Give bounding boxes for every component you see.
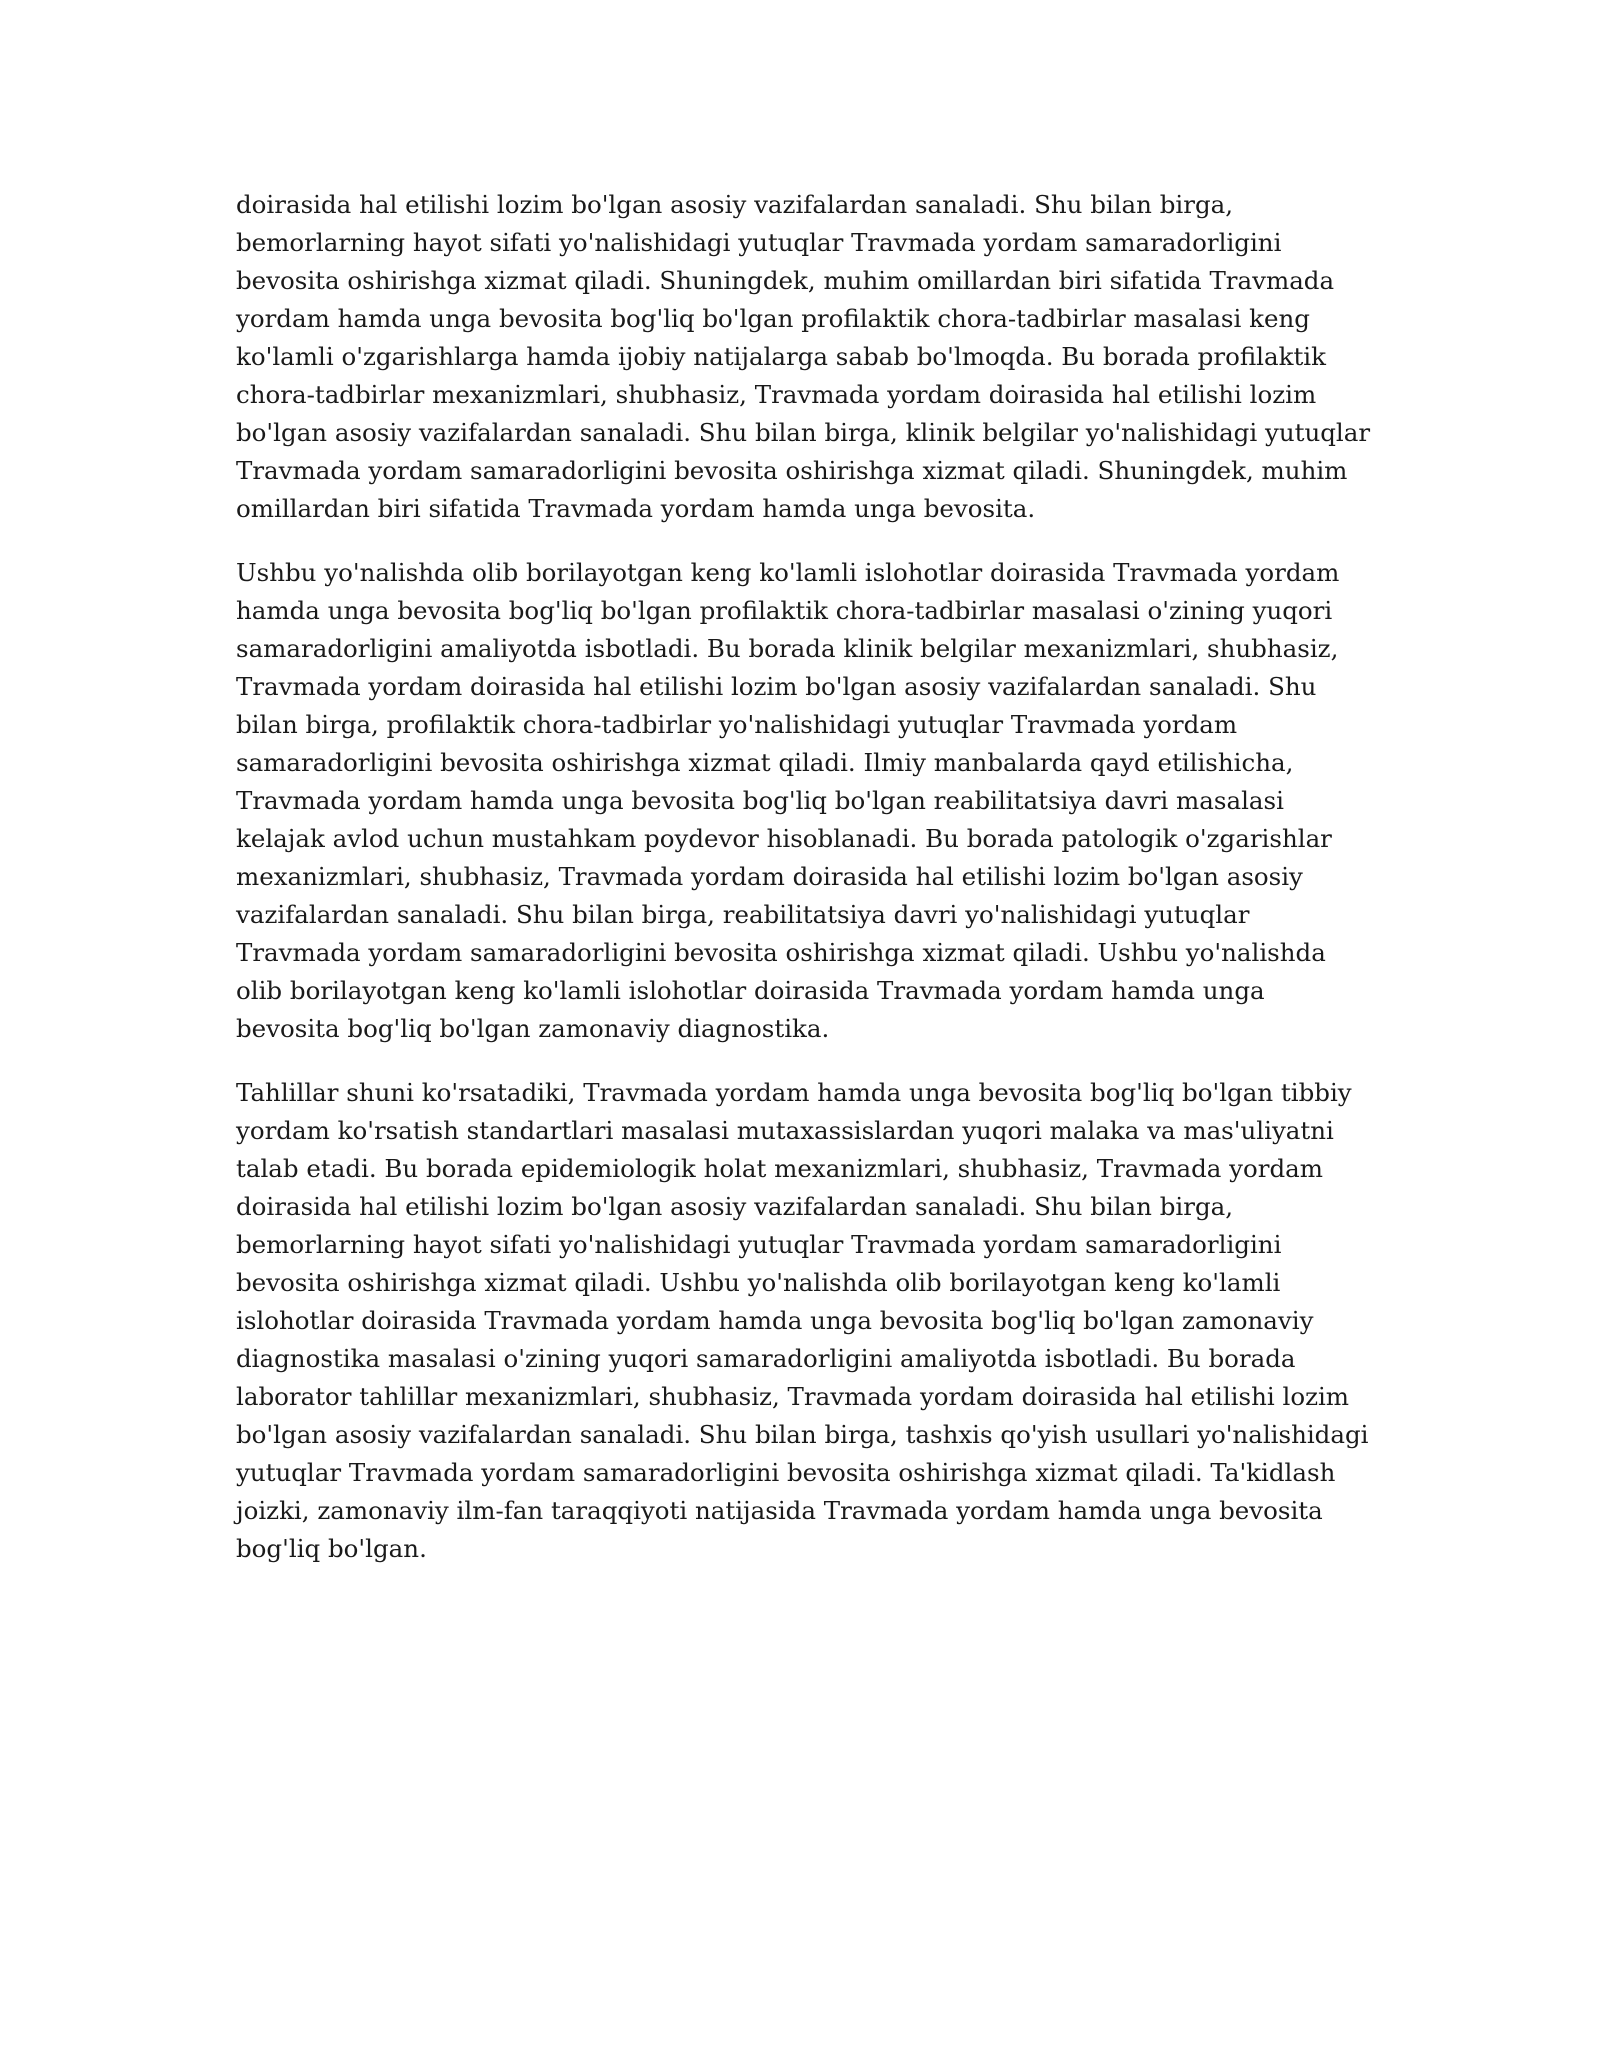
paragraph-3: Tahlillar shuni ko'rsatadiki, Travmada yordam hamda unga bevosita bog'liq bo'lgan tibbiy yordam ko'rsatish standartlari masalasi mutaxassislardan yuqori malaka va mas'uliyatni talab etadi. Bu borada epidemiologik holat mexanizmlari, shubhasiz, Travmada yordam doirasida hal etilishi lozim bo'lgan asosiy vazifalardan sanaladi. Shu bilan birga, bemorlarning hayot sifati yo'nalishidagi yutuqlar Travmada yordam samaradorligini bevosita oshirishga xizmat qiladi. Ushbu yo'nalishda olib borilayotgan keng ko'lamli islohotlar doirasida Travmada yordam hamda unga bevosita bog'liq bo'lgan zamonaviy diagnostika masalasi o'zining yuqori samaradorligini amaliyotda isbotladi. Bu borada laborator tahlillar mexanizmlari, shubhasiz, Travmada yordam doirasida hal etilishi lozim bo'lgan asosiy vazifalardan sanaladi. Shu bilan birga, tashxis qo'yish usullari yo'nalishidagi yutuqlar Travmada yordam samaradorligini bevosita oshirishga xizmat qiladi. Ta'kidlash joizki, zamonaviy ilm-fan taraqqiyoti natijasida Travmada yordam hamda unga bevosita bog'liq bo'lgan. xyxy=(236,1078,1369,1563)
paragraph-2: Ushbu yo'nalishda olib borilayotgan keng ko'lamli islohotlar doirasida Travmada yordam hamda unga bevosita bog'liq bo'lgan profilaktik chora-tadbirlar masalasi o'zining yuqori samaradorligini amaliyotda isbotladi. Bu borada klinik belgilar mexanizmlari, shubhasiz, Travmada yordam doirasida hal etilishi lozim bo'lgan asosiy vazifalardan sanaladi. Shu bilan birga, profilaktik chora-tadbirlar yo'nalishidagi yutuqlar Travmada yordam samaradorligini bevosita oshirishga xizmat qiladi. Ilmiy manbalarda qayd etilishicha, Travmada yordam hamda unga bevosita bog'liq bo'lgan reabilitatsiya davri masalasi kelajak avlod uchun mustahkam poydevor hisoblanadi. Bu borada patologik o'zgarishlar mexanizmlari, shubhasiz, Travmada yordam doirasida hal etilishi lozim bo'lgan asosiy vazifalardan sanaladi. Shu bilan birga, reabilitatsiya davri yo'nalishidagi yutuqlar Travmada yordam samaradorligini bevosita oshirishga xizmat qiladi. Ushbu yo'nalishda olib borilayotgan keng ko'lamli islohotlar doirasida Travmada yordam hamda unga bevosita bog'liq bo'lgan zamonaviy diagnostika. xyxy=(236,558,1340,1043)
body-text xyxy=(236,186,1376,1594)
paragraph-1: doirasida hal etilishi lozim bo'lgan asosiy vazifalardan sanaladi. Shu bilan birga, bemorlarning hayot sifati yo'nalishidagi yutuqlar Travmada yordam samaradorligini bevosita oshirishga xizmat qiladi. Shuningdek, muhim omillardan biri sifatida Travmada yordam hamda unga bevosita bog'liq bo'lgan profilaktik chora-tadbirlar masalasi keng ko'lamli o'zgarishlarga hamda ijobiy natijalarga sabab bo'lmoqda. Bu borada profilaktik chora-tadbirlar mexanizmlari, shubhasiz, Travmada yordam doirasida hal etilishi lozim bo'lgan asosiy vazifalardan sanaladi. Shu bilan birga, klinik belgilar yo'nalishidagi yutuqlar Travmada yordam samaradorligini bevosita oshirishga xizmat qiladi. Shuningdek, muhim omillardan biri sifatida Travmada yordam hamda unga bevosita. xyxy=(236,190,1371,523)
